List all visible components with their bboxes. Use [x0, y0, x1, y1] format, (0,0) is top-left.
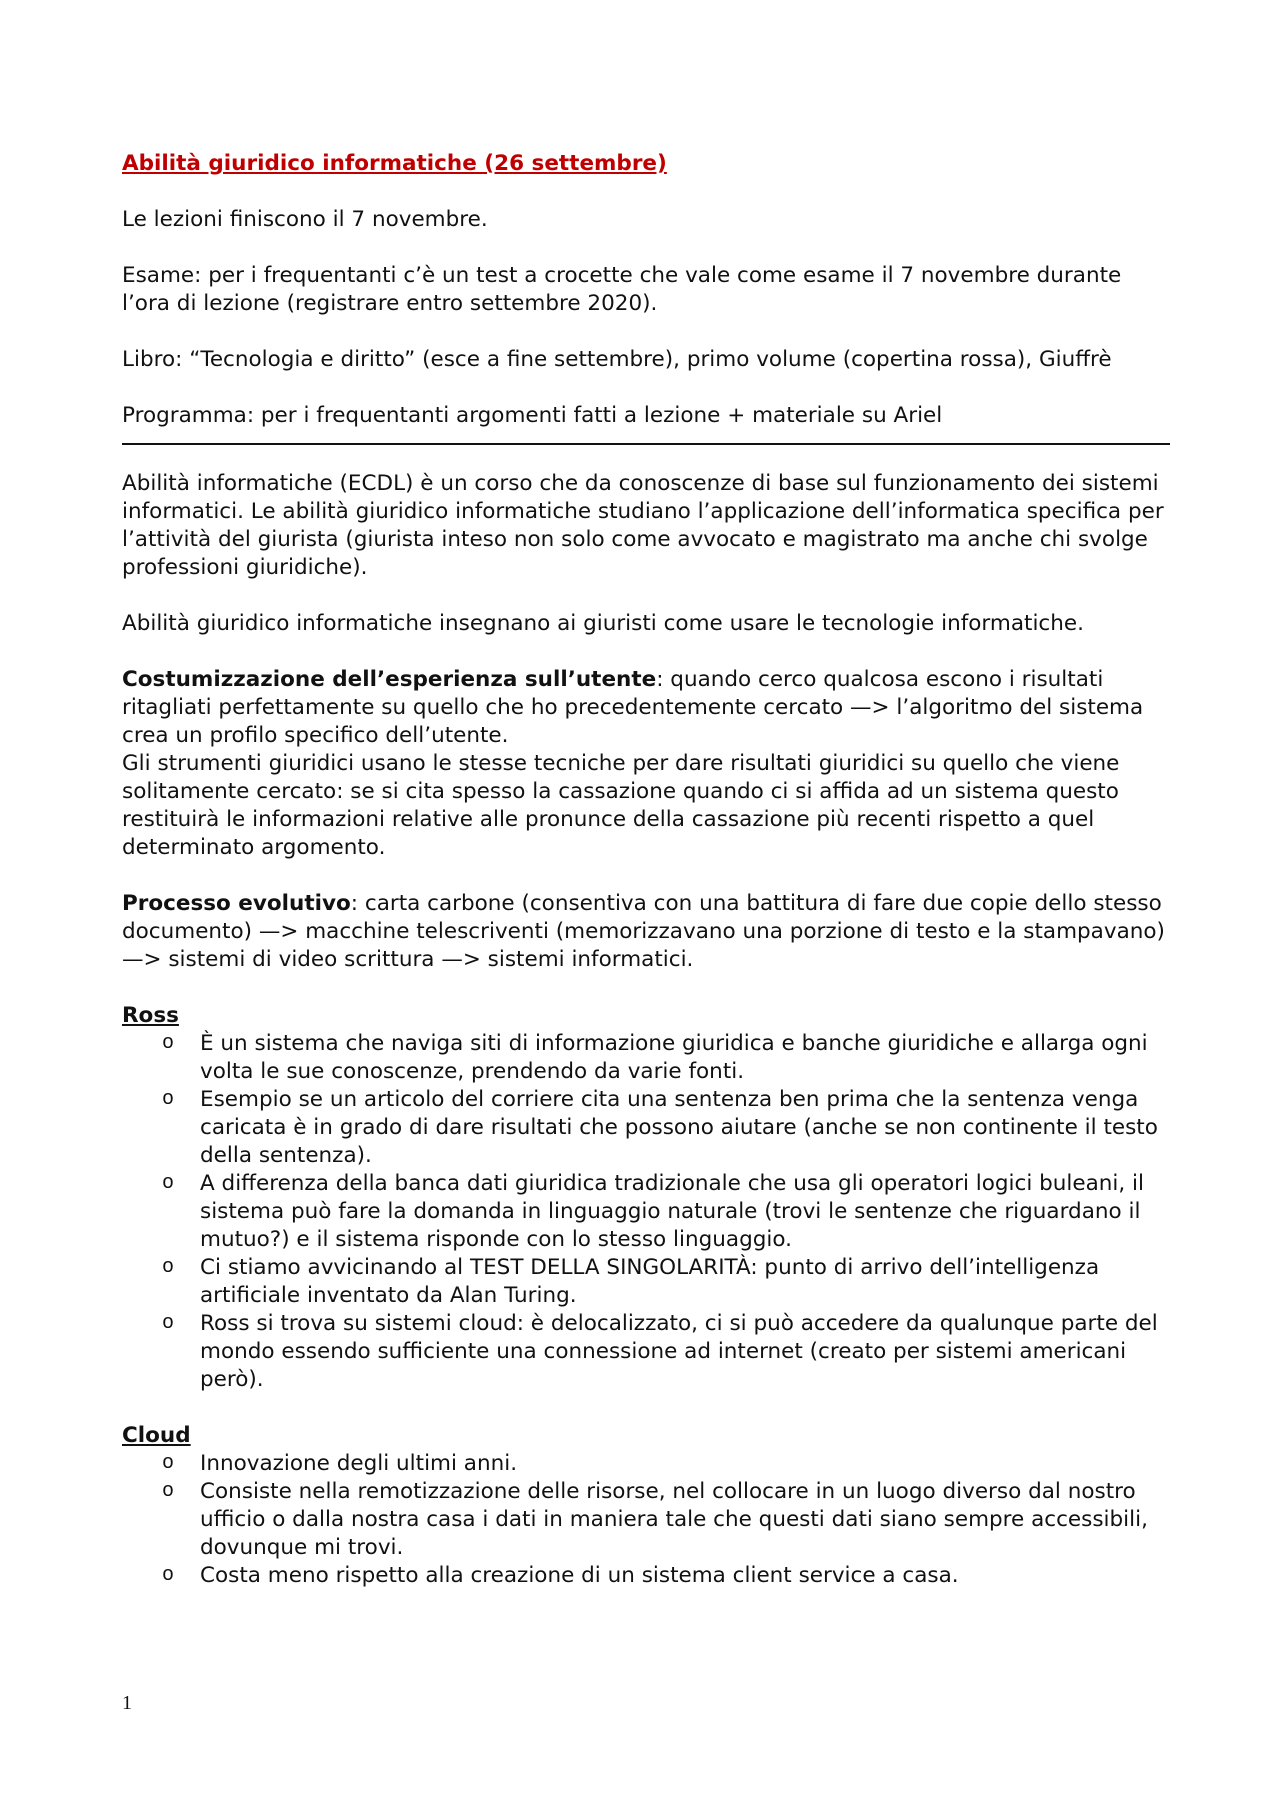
- cloud-list: [122, 1450, 1170, 1590]
- intro-paragraph: Le lezioni finiscono il 7 novembre.: [122, 207, 488, 232]
- bullet-icon: o: [162, 1564, 175, 1587]
- bullet-icon: o: [162, 1172, 175, 1195]
- body-paragraph: Abilità informatiche (ECDL) è un corso che da conoscenze di base sul funzionamento dei sistemi informatici. Le abilità giuridico informatiche studiano l’applicazione dell’informatica specifica per l’attività del giurista (giurista inteso non solo come avvocato e magistrato ma anche chi svolge professioni giuridiche).: [122, 471, 1164, 580]
- body-paragraph: Abilità giuridico informatiche insegnano ai giuristi come usare le tecnologie informatiche.: [122, 611, 1084, 636]
- list-item-text: Innovazione degli ultimi anni.: [200, 1451, 518, 1476]
- list-item: [122, 1478, 1170, 1562]
- body-paragraph: Gli strumenti giuridici usano le stesse tecniche per dare risultati giuridici su quello che viene solitamente cercato: se si cita spesso la cassazione quando ci si affida ad un sistema questo restituirà le informazioni relative alle pronunce della cassazione più recenti rispetto a quel determinato argomento.: [122, 751, 1120, 860]
- list-item: [122, 1254, 1170, 1310]
- bullet-icon: o: [162, 1480, 175, 1503]
- customization-text: : quando cerco qualcosa escono i risultati ritagliati perfettamente su quello che ho precedentemente cercato —> l’algoritmo del sistema crea un profilo specifico dell’utente.: [122, 667, 1144, 748]
- ross-heading: Ross: [122, 1003, 179, 1028]
- intro-paragraph: Esame: per i frequentanti c’è un test a crocette che vale come esame il 7 novembre durante l’ora di lezione (registrare entro settembre 2020).: [122, 263, 1122, 316]
- list-item: [122, 1170, 1170, 1254]
- list-item-text: È un sistema che naviga siti di informazione giuridica e banche giuridiche e allarga ogni volta le sue conoscenze, prendendo da varie fonti.: [200, 1031, 1148, 1084]
- list-item-text: Ci stiamo avvicinando al TEST DELLA SINGOLARITÀ: punto di arrivo dell’intelligenza artificiale inventato da Alan Turing.: [200, 1255, 1100, 1308]
- process-paragraph: [122, 890, 1170, 974]
- intro-paragraph: Programma: per i frequentanti argomenti fatti a lezione + materiale su Ariel: [122, 403, 943, 428]
- intro-paragraph: Libro: “Tecnologia e diritto” (esce a fine settembre), primo volume (copertina rossa), Giuffrè: [122, 347, 1112, 372]
- process-term: Processo evolutivo: [122, 891, 351, 916]
- page-number: 1: [122, 1692, 132, 1714]
- bullet-icon: o: [162, 1312, 175, 1335]
- bullet-icon: o: [162, 1032, 175, 1055]
- list-item: [122, 1086, 1170, 1170]
- bullet-icon: o: [162, 1088, 175, 1111]
- list-item: [122, 1030, 1170, 1086]
- list-item: [122, 1562, 1170, 1590]
- cloud-heading: Cloud: [122, 1423, 191, 1448]
- document-content: [122, 150, 1170, 1618]
- list-item: [122, 1310, 1170, 1394]
- list-item-text: A differenza della banca dati giuridica tradizionale che usa gli operatori logici buleani, il sistema può fare la domanda in linguaggio naturale (trovi le sentenze che riguardano il mutuo?) e il sistema risponde con lo stesso linguaggio.: [200, 1171, 1145, 1252]
- bullet-icon: o: [162, 1256, 175, 1279]
- ross-list: [122, 1030, 1170, 1394]
- horizontal-rule: [122, 443, 1170, 445]
- list-item-text: Consiste nella remotizzazione delle risorse, nel collocare in un luogo diverso dal nostro ufficio o dalla nostra casa i dati in maniera tale che questi dati siano sempre accessibili, dovunque mi trovi.: [200, 1479, 1148, 1560]
- list-item: [122, 1450, 1170, 1478]
- process-text: : carta carbone (consentiva con una battitura di fare due copie dello stesso documento) —> macchine telescriventi (memorizzavano una porzione di testo e la stampavano) —> sistemi di video scrittura —> sistemi informatici.: [122, 891, 1165, 972]
- list-item-text: Ross si trova su sistemi cloud: è delocalizzato, ci si può accedere da qualunque parte del mondo essendo sufficiente una connessione ad internet (creato per sistemi americani però).: [200, 1311, 1158, 1392]
- customization-term: Costumizzazione dell’esperienza sull’utente: [122, 667, 657, 692]
- list-item-text: Costa meno rispetto alla creazione di un sistema client service a casa.: [200, 1563, 959, 1588]
- document-title: Abilità giuridico informatiche (26 settembre): [122, 151, 667, 176]
- customization-section: [122, 666, 1170, 750]
- bullet-icon: o: [162, 1452, 175, 1475]
- list-item-text: Esempio se un articolo del corriere cita una sentenza ben prima che la sentenza venga caricata è in grado di dare risultati che possono aiutare (anche se non continente il testo della sentenza).: [200, 1087, 1158, 1168]
